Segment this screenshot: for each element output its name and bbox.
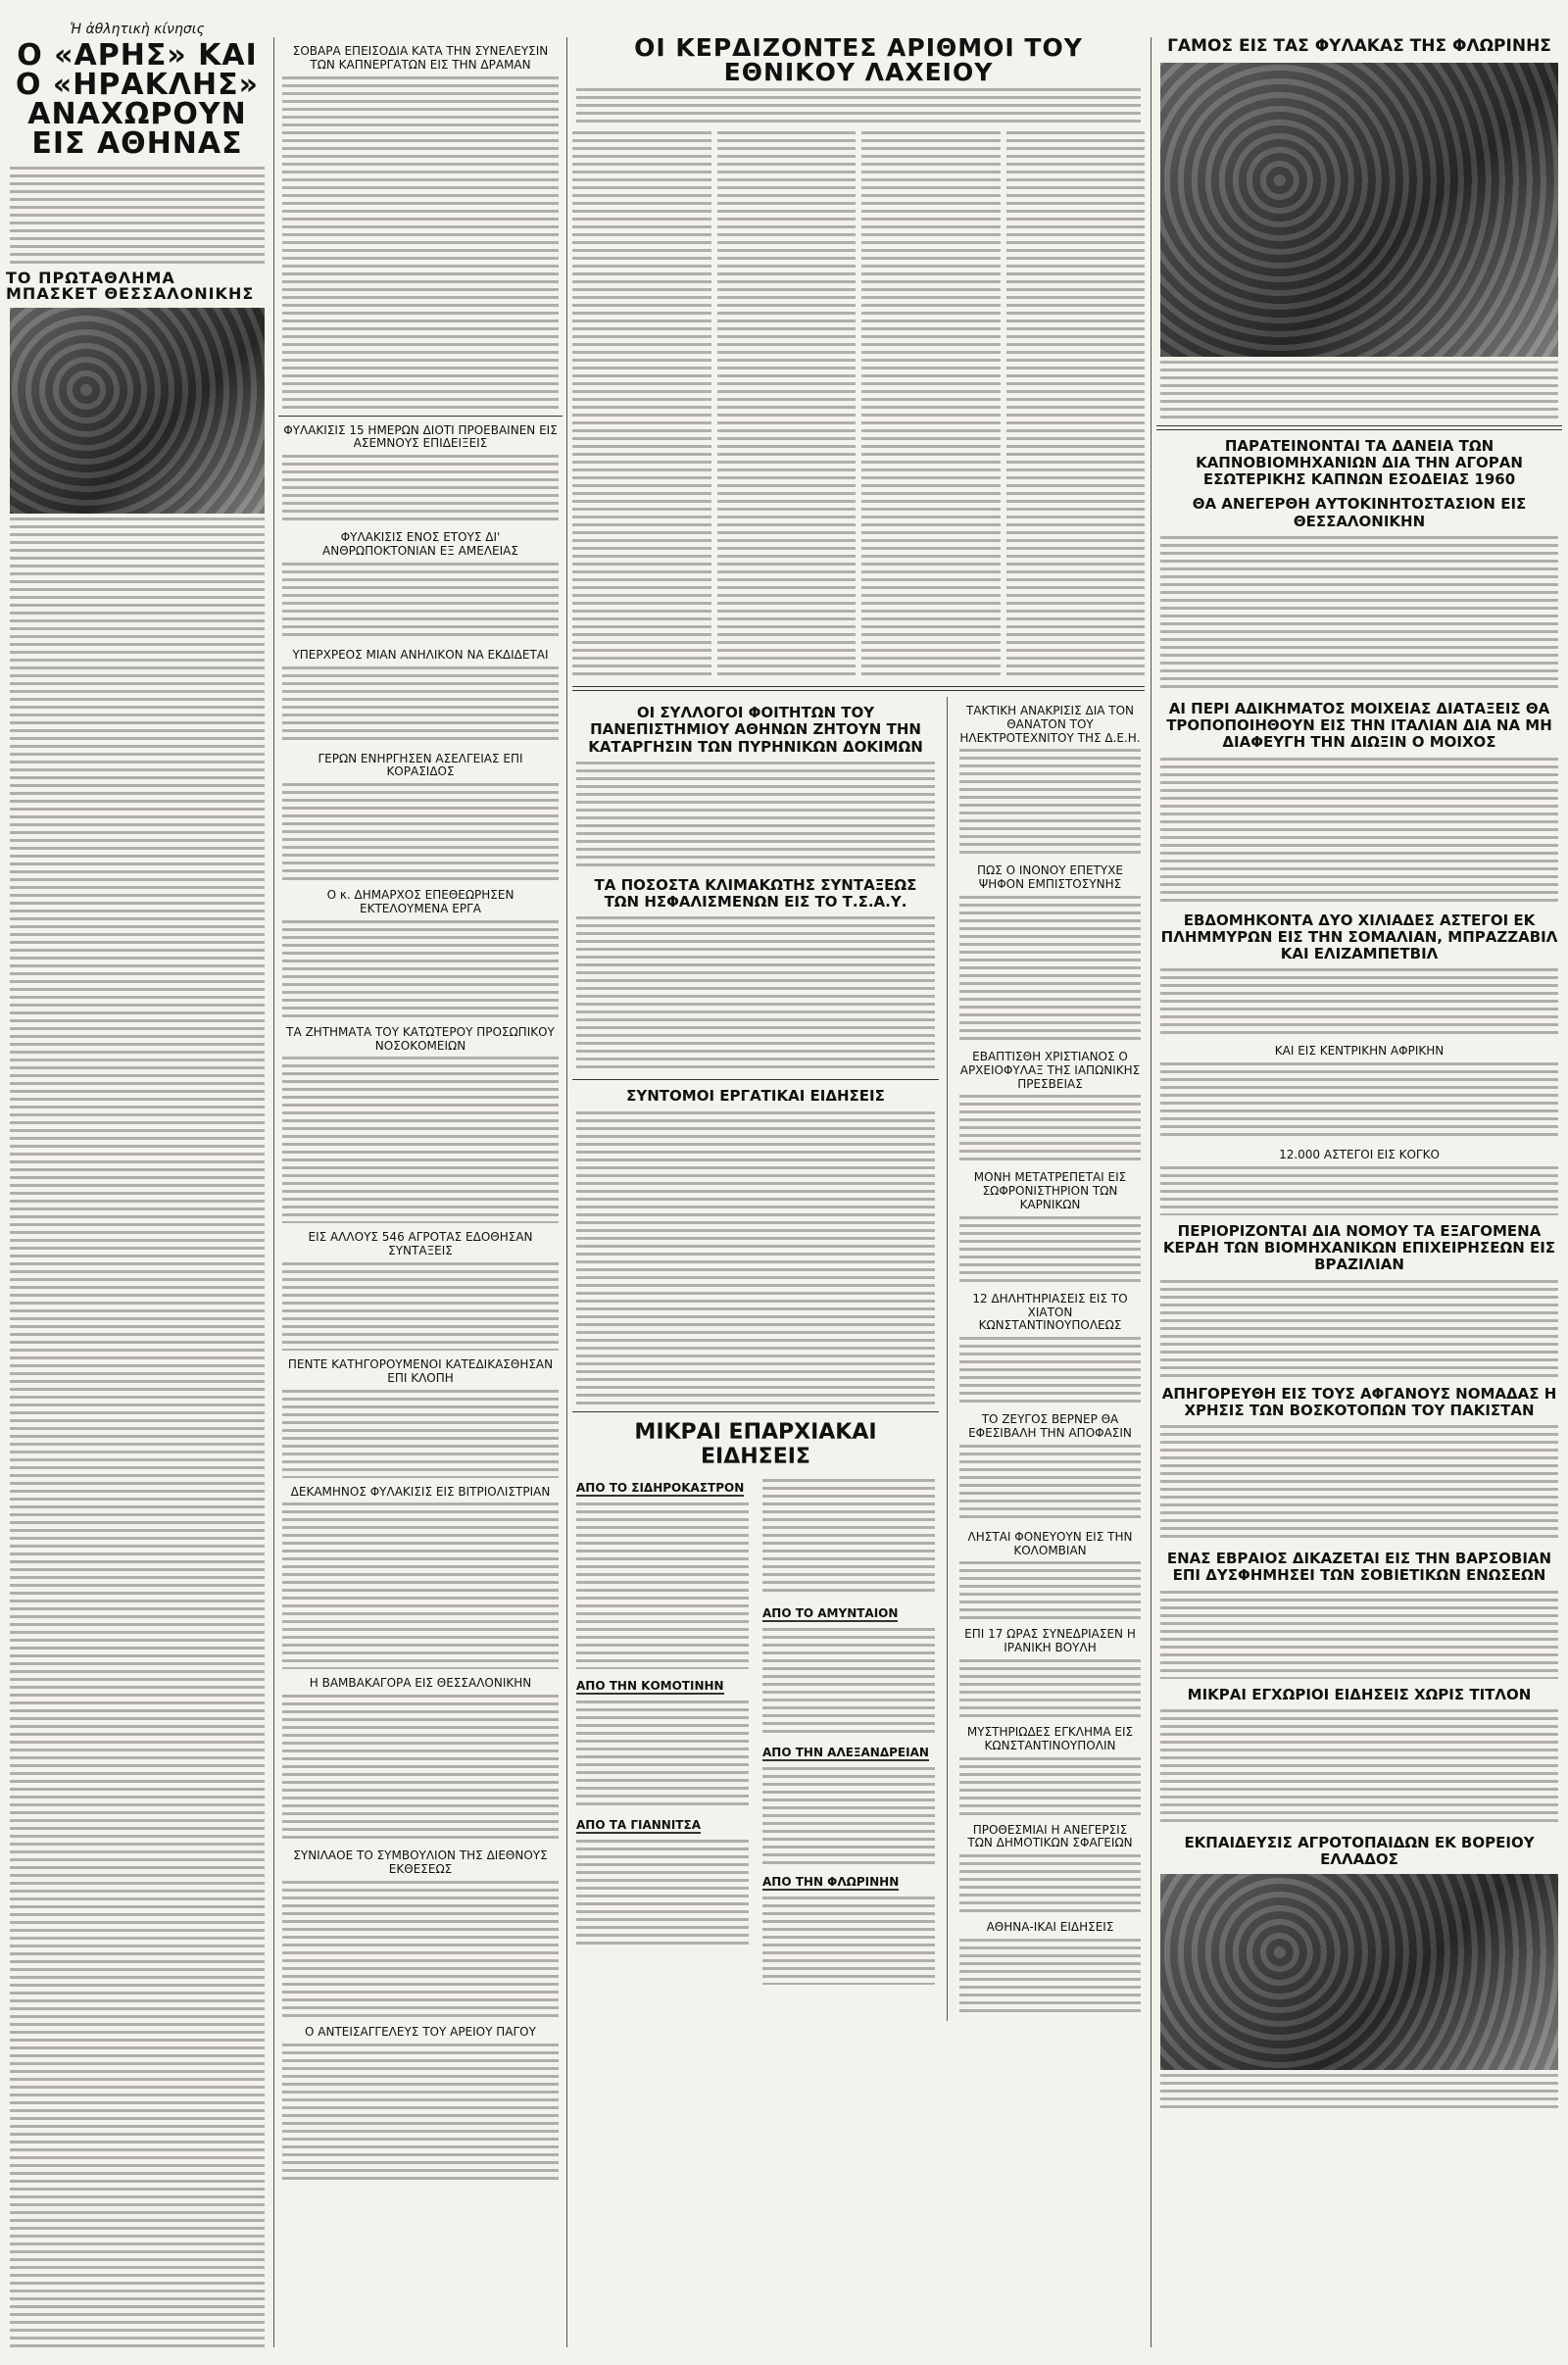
- sports-headline: Ο «ΑΡΗΣ» ΚΑΙ Ο «ΗΡΑΚΛΗΣ» ΑΝΑΧΩΡΟΥΝ ΕΙΣ ΑΘΗΝΑΣ: [15, 38, 260, 161]
- article-text: [282, 666, 559, 745]
- article-text: [576, 1840, 749, 1947]
- news-left: [572, 697, 939, 2021]
- article-text: [959, 749, 1141, 857]
- article-text: [959, 1337, 1141, 1405]
- article-text: [576, 1503, 749, 1669]
- lottery-numbers: [1006, 131, 1146, 680]
- province-col: [759, 1475, 939, 1989]
- subhead: ΑΠΟ ΤΑ ΓΙΑΝΝΙΤΣΑ: [576, 1818, 701, 1833]
- headline: ΣΟΒΑΡΑ ΕΠΕΙΣΟΔΙΑ ΚΑΤΑ ΤΗΝ ΣΥΝΕΛΕΥΣΙΝ ΤΩΝ ΚΑΠΝΕΡΓΑΤΩΝ ΕΙΣ ΤΗΝ ΔΡΑΜΑΝ: [292, 44, 549, 72]
- article-text: [282, 1057, 559, 1223]
- article-text: [282, 2044, 559, 2181]
- headline: ΕΒΑΠΤΙΣΘΗ ΧΡΙΣΤΙΑΝΟΣ Ο ΑΡΧΕΙΟΦΥΛΑΞ ΤΗΣ ΙΑΠΩΝΙΚΗΣ ΠΡΕΣΒΕΙΑΣ: [959, 1049, 1141, 1091]
- subhead: ΑΠΟ ΤΗΝ ΑΛΕΞΑΝΔΡΕΙΑΝ: [762, 1746, 929, 1760]
- headline: Ο κ. ΔΗΜΑΡΧΟΣ ΕΠΕΘΕΩΡΗΣΕΝ ΕΚΤΕΛΟΥΜΕΝΑ ΕΡΓΑ: [326, 888, 514, 915]
- headline: ΜΥΣΤΗΡΙΩΔΕΣ ΕΓΚΛΗΜΑ ΕΙΣ ΚΩΝΣΤΑΝΤΙΝΟΥΠΟΛΙΝ: [966, 1724, 1134, 1752]
- article-text: [959, 896, 1141, 1043]
- basket-headline: ΤΟ ΠΡΩΤΑΘΛΗΜΑ ΜΠΑΣΚΕΤ ΘΕΣΣΑΛΟΝΙΚΗΣ: [6, 269, 255, 303]
- article-text: [959, 1445, 1141, 1523]
- caption-text: [1160, 2074, 1558, 2113]
- article-text: [576, 1111, 935, 1405]
- subhead: ΑΠΟ ΤΗΝ ΦΛΩΡΙΝΗΝ: [762, 1875, 900, 1890]
- headline: ΑΘΗΝΑ-ΙΚΑΙ ΕΙΔΗΣΕΙΣ: [986, 1920, 1114, 1935]
- section-kicker: Ἡ ἀθλητικὴ κίνησις: [70, 22, 205, 37]
- headline: ΦΥΛΑΚΙΣΙΣ 15 ΗΜΕΡΩΝ ΔΙΟΤΙ ΠΡΟΕΒΑΙΝΕΝ ΕΙΣ ΑΣΕΜΝΟΥΣ ΕΠΙΔΕΙΞΕΙΣ: [283, 422, 558, 451]
- divider: [572, 1079, 939, 1080]
- headline: ΠΕΝΤΕ ΚΑΤΗΓΟΡΟΥΜΕΝΟΙ ΚΑΤΕΔΙΚΑΣΘΗΣΑΝ ΕΠΙ ΚΛΟΠΗ: [287, 1356, 554, 1385]
- divider: [1156, 425, 1562, 430]
- article-text: [762, 1628, 935, 1736]
- column-rule: [1151, 37, 1152, 2347]
- article-text: [959, 1757, 1141, 1816]
- article-text: [1160, 758, 1558, 905]
- article-text: [282, 1695, 559, 1842]
- lottery-headline: ΟΙ ΚΕΡΔΙΖΟΝΤΕΣ ΑΡΙΘΜΟΙ ΤΟΥ ΕΘΝΙΚΟΥ ΛΑΧΕΙΟΥ: [634, 33, 1083, 86]
- headline: 12.000 ΑΣΤΕΓΟΙ ΕΙΣ ΚΟΓΚΟ: [1279, 1148, 1440, 1162]
- article-text: [959, 1561, 1141, 1620]
- article-text: [282, 783, 559, 881]
- article-text: [282, 76, 559, 410]
- headline: ΜΙΚΡΑΙ ΕΓΧΩΡΙΟΙ ΕΙΔΗΣΕΙΣ ΧΩΡΙΣ ΤΙΤΛΟΝ: [1187, 1685, 1532, 1703]
- headline: ΓΕΡΩΝ ΕΝΗΡΓΗΣΕΝ ΑΣΕΛΓΕΙΑΣ ΕΠΙ ΚΟΡΑΣΙΔΟΣ: [318, 751, 523, 779]
- wedding-headline: ΓΑΜΟΣ ΕΙΣ ΤΑΣ ΦΥΛΑΚΑΣ ΤΗΣ ΦΛΩΡΙΝΗΣ: [1167, 36, 1551, 56]
- article-text: [959, 1216, 1141, 1285]
- headline: Ο ΑΝΤΕΙΣΑΓΓΕΛΕΥΣ ΤΟΥ ΑΡΕΙΟΥ ΠΑΓΟΥ: [305, 2024, 536, 2039]
- headline: ΠΑΡΑΤΕΙΝΟΝΤΑΙ ΤΑ ΔΑΝΕΙΑ ΤΩΝ ΚΑΠΝΟΒΙΟΜΗΧΑΝΙΩΝ ΔΙΑ ΤΗΝ ΑΓΟΡΑΝ ΕΣΩΤΕΡΙΚΗΣ ΚΑΠΝΩΝ ΕΣΟΔΕΙΑΣ 1960: [1196, 436, 1523, 489]
- lottery-numbers: [572, 131, 711, 680]
- headline: ΥΠΕΡΧΡΕΟΣ ΜΙΑΝ ΑΝΗΛΙΚΟΝ ΝΑ ΕΚΔΙΔΕΤΑΙ: [292, 647, 549, 662]
- headline: ΕΙΣ ΑΛΛΟΥΣ 546 ΑΓΡΟΤΑΣ ΕΔΟΘΗΣΑΝ ΣΥΝΤΑΞΕΙΣ: [308, 1230, 533, 1258]
- article-text: [10, 517, 265, 2347]
- article-text: [1160, 1709, 1558, 1827]
- headline: 12 ΔΗΛΗΤΗΡΙΑΣΕΙΣ ΕΙΣ ΤΟ ΧΙΑΤΟΝ ΚΩΝΣΤΑΝΤΙΝΟΥΠΟΛΕΩΣ: [972, 1291, 1128, 1333]
- headline: ΑΙ ΠΕΡΙ ΑΔΙΚΗΜΑΤΟΣ ΜΟΙΧΕΙΑΣ ΔΙΑΤΑΞΕΙΣ ΘΑ ΤΡΟΠΟΠΟΙΗΘΟΥΝ ΕΙΣ ΤΗΝ ΙΤΑΛΙΑΝ ΔΙΑ ΝΑ ΜΗ ΔΙΑΦΕΥΓΗ ΤΗΝ ΔΙΩΞΙΝ Ο ΜΟΙΧΟΣ: [1166, 699, 1552, 752]
- international-column: [1156, 29, 1562, 2347]
- article-text: [282, 1390, 559, 1478]
- basket-team-photo: [10, 308, 265, 514]
- article-text: [1160, 1425, 1558, 1543]
- subhead: ΑΠΟ ΤΟ ΣΙΔΗΡΟΚΑΣΤΡΟΝ: [576, 1481, 745, 1496]
- article-text: [282, 563, 559, 641]
- article-text: [1160, 1166, 1558, 1215]
- headline: ΤΑΚΤΙΚΗ ΑΝΑΚΡΙΣΙΣ ΔΙΑ ΤΟΝ ΘΑΝΑΤΟΝ ΤΟΥ ΗΛΕΚΤΡΟΤΕΧΝΙΤΟΥ ΤΗΣ Δ.Ε.Η.: [959, 704, 1141, 745]
- headline: ΑΠΗΓΟΡΕΥΘΗ ΕΙΣ ΤΟΥΣ ΑΦΓΑΝΟΥΣ ΝΟΜΑΔΑΣ Η ΧΡΗΣΙΣ ΤΩΝ ΒΟΣΚΟΤΟΠΩΝ ΤΟΥ ΠΑΚΙΣΤΑΝ: [1161, 1384, 1557, 1419]
- subhead: ΑΠΟ ΤΟ ΑΜΥΝΤΑΙΟΝ: [762, 1606, 899, 1621]
- news-row: [572, 697, 1145, 2021]
- headline: ΣΥΝΙΛΑΟΕ ΤΟ ΣΥΜΒΟΥΛΙΟΝ ΤΗΣ ΔΙΕΘΝΟΥΣ ΕΚΘΕΣΕΩΣ: [293, 1848, 548, 1876]
- lottery-numbers: [861, 131, 1001, 680]
- article-text: [1160, 968, 1558, 1037]
- labor-headline: ΣΥΝΤΟΜΟΙ ΕΡΓΑΤΙΚΑΙ ΕΙΔΗΣΕΙΣ: [626, 1087, 885, 1106]
- tsay-headline: ΤΑ ΠΟΣΟΣΤΑ ΚΛΙΜΑΚΩΤΗΣ ΣΥΝΤΑΞΕΩΣ ΤΩΝ ΗΣΦΑΛΙΣΜΕΝΩΝ ΕΙΣ ΤΟ Τ.Σ.Α.Υ.: [594, 875, 917, 911]
- regional-news-column: [278, 37, 563, 2347]
- headline: ΠΕΡΙΟΡΙΖΟΝΤΑΙ ΔΙΑ ΝΟΜΟΥ ΤΑ ΕΞΑΓΟΜΕΝΑ ΚΕΡΔΗ ΤΩΝ ΒΙΟΜΗΧΑΝΙΚΩΝ ΕΠΙΧΕΙΡΗΣΕΩΝ ΕΙΣ ΒΡΑΖΙΛΙΑΝ: [1162, 1221, 1556, 1274]
- article-text: [282, 920, 559, 1018]
- article-text: [762, 1897, 935, 1985]
- article-text: [576, 916, 935, 1073]
- article-text: [1160, 1062, 1558, 1141]
- headline: ΜΟΝΗ ΜΕΤΑΤΡΕΠΕΤΑΙ ΕΙΣ ΣΩΦΡΟΝΙΣΤΗΡΙΟΝ ΤΩΝ ΚΑΡΝΙΚΩΝ: [973, 1170, 1127, 1211]
- article-text: [959, 1095, 1141, 1163]
- province-col: [572, 1475, 753, 1989]
- article-text: [762, 1767, 935, 1865]
- headline: ΕΝΑΣ ΕΒΡΑΙΟΣ ΔΙΚΑΖΕΤΑΙ ΕΙΣ ΤΗΝ ΒΑΡΣΟΒΙΑΝ ΕΠΙ ΔΥΣΦΗΜΗΣΕΙ ΤΩΝ ΣΟΒΙΕΤΙΚΩΝ ΕΝΩΣΕΩΝ: [1166, 1550, 1552, 1585]
- column-rule: [566, 37, 567, 2347]
- article-text: [282, 455, 559, 523]
- headline: ΕΒΔΟΜΗΚΟΝΤΑ ΔΥΟ ΧΙΛΙΑΔΕΣ ΑΣΤΕΓΟΙ ΕΚ ΠΛΗΜΜΥΡΩΝ ΕΙΣ ΤΗΝ ΣΟΜΑΛΙΑΝ, ΜΠΡΑΖΖΑΒΙΛ ΚΑΙ ΕΛΙΖΑΜΠΕΤΒΙΛ: [1160, 911, 1558, 963]
- students-headline: ΟΙ ΣΥΛΛΟΓΟΙ ΦΟΙΤΗΤΩΝ ΤΟΥ ΠΑΝΕΠΙΣΤΗΜΙΟΥ ΑΘΗΝΩΝ ΖΗΤΟΥΝ ΤΗΝ ΚΑΤΑΡΓΗΣΙΝ ΤΩΝ ΠΥΡΗΝΙΚΩΝ ΔΟΚΙΜΩΝ: [588, 704, 923, 756]
- headline: ΕΚΠΑΙΔΕΥΣΙΣ ΑΓΡΟΤΟΠΑΙΔΩΝ ΕΚ ΒΟΡΕΙΟΥ ΕΛΛΑΔΟΣ: [1184, 1833, 1535, 1869]
- divider: [572, 686, 1145, 691]
- caption-text: [1160, 361, 1558, 419]
- divider: [572, 1411, 939, 1412]
- lottery-and-news: [572, 29, 1145, 2347]
- article-text: [762, 1479, 935, 1597]
- lottery-numbers: [717, 131, 857, 680]
- headline: ΤΑ ΖΗΤΗΜΑΤΑ ΤΟΥ ΚΑΤΩΤΕΡΟΥ ΠΡΟΣΩΠΙΚΟΥ ΝΟΣΟΚΟΜΕΙΩΝ: [286, 1024, 555, 1053]
- headline: ΦΥΛΑΚΙΣΙΣ ΕΝΟΣ ΕΤΟΥΣ ΔΙ' ΑΝΘΡΩΠΟΚΤΟΝΙΑΝ ΕΞ ΑΜΕΛΕΙΑΣ: [322, 530, 518, 558]
- headline: ΚΑΙ ΕΙΣ ΚΕΝΤΡΙΚΗΝ ΑΦΡΙΚΗΝ: [1274, 1044, 1445, 1059]
- article-text: [282, 1262, 559, 1351]
- subhead: ΑΠΟ ΤΗΝ ΚΟΜΟΤΙΝΗΝ: [576, 1679, 724, 1694]
- headline: ΕΠΙ 17 ΩΡΑΣ ΣΥΝΕΔΡΙΑΣΕΝ Η ΙΡΑΝΙΚΗ ΒΟΥΛΗ: [964, 1627, 1136, 1655]
- province-headline: ΜΙΚΡΑΙ ΕΠΑΡΧΙΑΚΑΙ ΕΙΔΗΣΕΙΣ: [634, 1419, 877, 1469]
- article-text: [10, 167, 265, 265]
- headline: ΔΕΚΑΜΗΝΟΣ ΦΥΛΑΚΙΣΙΣ ΕΙΣ ΒΙΤΡΙΟΛΙΣΤΡΙΑΝ: [290, 1484, 551, 1499]
- headline: ΤΟ ΖΕΥΓΟΣ ΒΕΡΝΕΡ ΘΑ ΕΦΕΣΙΒΑΛΗ ΤΗΝ ΑΠΟΦΑΣΙΝ: [968, 1412, 1132, 1440]
- headline: Η ΒΑΜΒΑΚΑΓΟΡΑ ΕΙΣ ΘΕΣΣΑΛΟΝΙΚΗΝ: [309, 1676, 532, 1691]
- article-text: [282, 1881, 559, 2018]
- wedding-photo: [1160, 63, 1558, 357]
- article-text: [1160, 1280, 1558, 1378]
- headline: ΠΡΟΘΕΣΜΙΑΙ Η ΑΝΕΓΕΡΣΙΣ ΤΩΝ ΔΗΜΟΤΙΚΩΝ ΣΦΑΓΕΙΩΝ: [967, 1822, 1133, 1850]
- column-rule: [273, 37, 274, 2347]
- article-text: [576, 88, 1141, 127]
- news-right: [956, 697, 1145, 2021]
- headline: ΛΗΣΤΑΙ ΦΟΝΕΥΟΥΝ ΕΙΣ ΤΗΝ ΚΟΛΟΜΒΙΑΝ: [967, 1529, 1133, 1557]
- sports-column: [6, 22, 269, 2347]
- article-text: [959, 1659, 1141, 1718]
- headline: ΘΑ ΑΝΕΓΕΡΘΗ ΑΥΤΟΚΙΝΗΤΟΣΤΑΣΙΟΝ ΕΙΣ ΘΕΣΣΑΛΟΝΙΚΗΝ: [1192, 495, 1527, 530]
- farm-women-photo: [1160, 1874, 1558, 2070]
- article-text: [1160, 536, 1558, 693]
- article-text: [576, 762, 935, 869]
- article-text: [576, 1700, 749, 1808]
- article-text: [1160, 1591, 1558, 1679]
- column-rule: [947, 697, 948, 2021]
- divider: [278, 416, 563, 417]
- article-text: [959, 1939, 1141, 2017]
- province-cols: [572, 1475, 939, 1989]
- headline: ΠΩΣ Ο ΙΝΟΝΟΥ ΕΠΕΤΥΧΕ ΨΗΦΟΝ ΕΜΠΙΣΤΟΣΥΝΗΣ: [976, 863, 1124, 892]
- lottery-number-table: [572, 131, 1145, 680]
- article-text: [282, 1503, 559, 1669]
- article-text: [959, 1854, 1141, 1913]
